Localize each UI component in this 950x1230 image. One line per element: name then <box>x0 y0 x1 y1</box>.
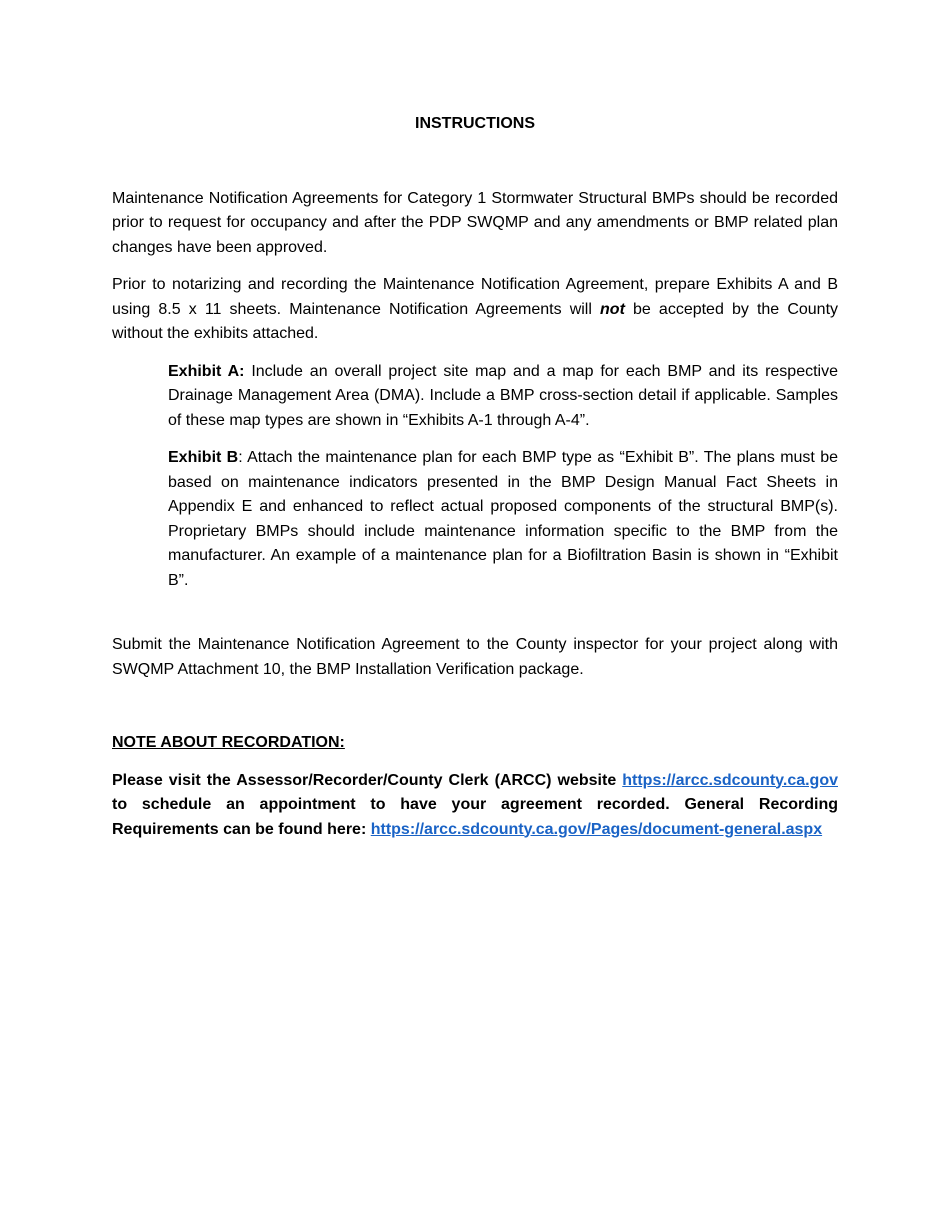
note-text-1: Please visit the Assessor/Recorder/County Clerk (ARCC) website <box>112 771 623 789</box>
document-content <box>112 112 838 842</box>
exhibit-b-paragraph <box>168 446 838 593</box>
exhibits-paragraph-text-before: Prior to notarizing and recording the Maintenance Notification Agreement, prepare Exhibits A and B using 8.5 x 11 sheets. Maintenance Notification Agreements will <box>112 276 838 318</box>
exhibits-paragraph-text-after: be accepted by the County without the exhibits attached. <box>112 300 839 342</box>
submit-paragraph: Submit the Maintenance Notification Agreement to the County inspector for your project along with SWQMP Attachment 10, the BMP Installation Verification package. <box>112 636 838 678</box>
exhibits-paragraph <box>112 273 838 347</box>
exhibit-a-text: Include an overall project site map and a map for each BMP and its respective Drainage Management Area (DMA). Include a BMP cross-section detail if applicable. Samples of these map types are shown in “Exhibits A-1 through A-4”. <box>168 362 838 429</box>
exhibit-list <box>168 360 838 594</box>
recording-requirements-link[interactable]: https://arcc.sdcounty.ca.gov/Pages/document-general.aspx <box>370 820 823 838</box>
exhibit-a-paragraph <box>168 360 838 434</box>
page-title: INSTRUCTIONS <box>415 115 535 132</box>
exhibit-a-label: Exhibit A: <box>168 362 245 380</box>
exhibit-b-label: Exhibit B <box>168 449 239 466</box>
note-heading: NOTE ABOUT RECORDATION: <box>112 734 345 751</box>
emphasis-not: not <box>600 300 625 318</box>
arcc-website-link[interactable]: https://arcc.sdcounty.ca.gov <box>622 771 838 789</box>
note-paragraph <box>112 769 838 843</box>
note-text-2: to schedule an appointment to have your agreement recorded. General Recording Requirements can be found here: <box>112 796 838 838</box>
intro-paragraph: Maintenance Notification Agreements for Category 1 Stormwater Structural BMPs should be recorded prior to request for occupancy and after the PDP SWQMP and any amendments or BMP related plan changes have been approved. <box>112 189 838 256</box>
exhibit-b-text: : Attach the maintenance plan for each BMP type as “Exhibit B”. The plans must be based on maintenance indicators presented in the BMP Design Manual Fact Sheets in Appendix E and enhanced to reflect actual proposed components of the structural BMP(s). Proprietary BMPs should include maintenance information specific to the BMP from the manufacturer. An example of a maintenance plan for a Biofiltration Basin is shown in “Exhibit B”. <box>168 449 838 589</box>
